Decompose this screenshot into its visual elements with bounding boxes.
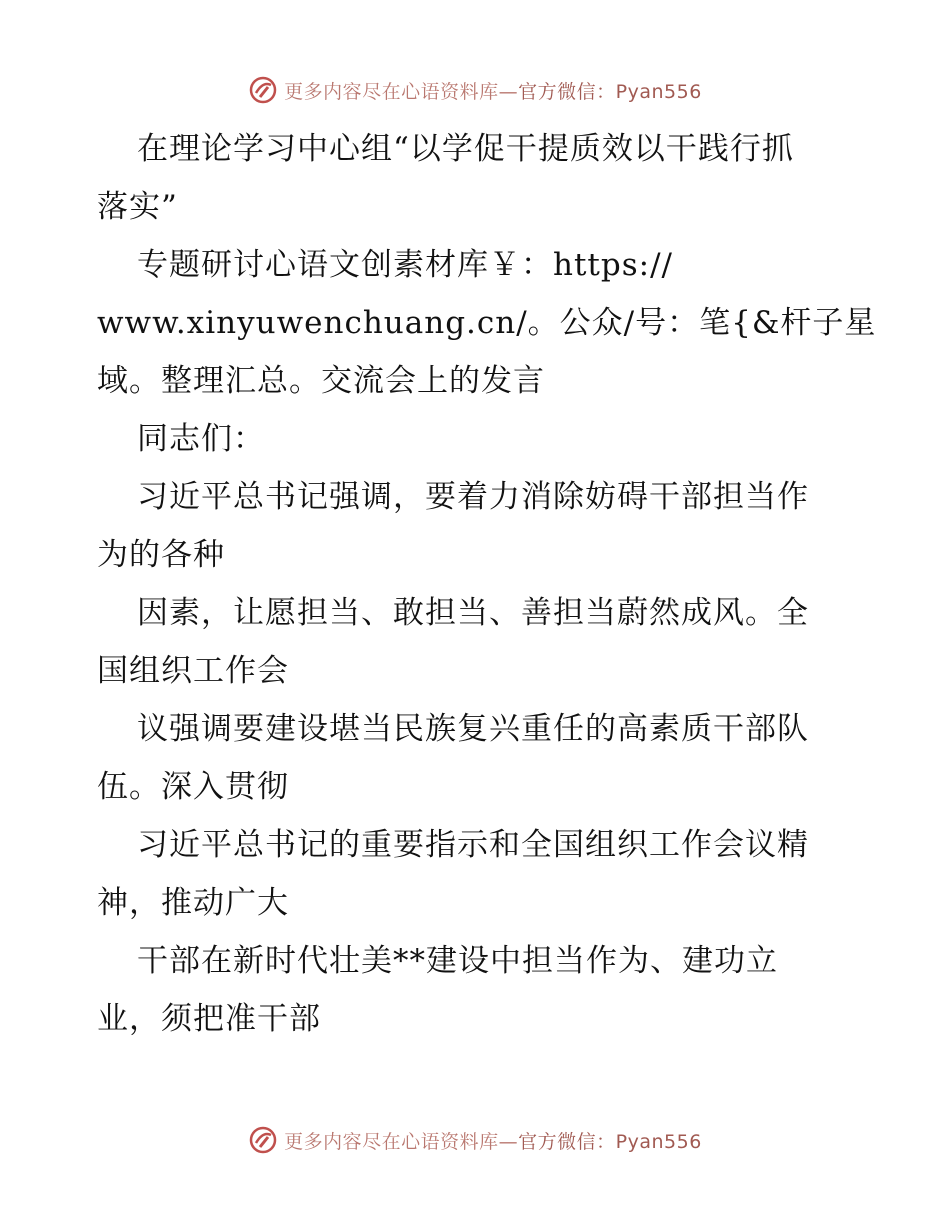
brush-seal-icon: [248, 1125, 278, 1155]
text-line: 为的各种: [97, 537, 225, 573]
brand-text: 更多内容尽在心语资料库—: [284, 80, 519, 103]
brand-text: 更多内容尽在心语资料库—: [284, 1130, 519, 1153]
header-watermark-banner: [0, 73, 950, 107]
text-line: 国组织工作会: [97, 653, 289, 689]
wechat-text: 官方微信：Pyan556: [518, 80, 702, 103]
title-line-1: 在理论学习中心组“以学促干提质效以干践行抓: [137, 131, 794, 167]
text-line: 因素，让愿担当、敢担当、善担当蔚然成风。全: [137, 595, 809, 631]
footer-watermark-text: [284, 1127, 702, 1154]
text-line: 伍。深入贯彻: [97, 769, 289, 805]
text-line: www.xinyuwenchuang.cn/。公众/号：笔{&杆子星: [97, 305, 877, 341]
text-line: 专题研讨心语文创素材库￥：https://: [137, 247, 673, 283]
text-line: 域。整理汇总。交流会上的发言: [97, 363, 545, 399]
salutation: 同志们：: [137, 421, 265, 457]
brush-seal-icon: [248, 75, 278, 105]
title-line-2: 落实”: [97, 189, 178, 225]
text-line: 神，推动广大: [97, 885, 289, 921]
document-body: [97, 120, 877, 1048]
text-line: 议强调要建设堪当民族复兴重任的高素质干部队: [137, 711, 809, 747]
header-watermark-text: [284, 77, 702, 104]
text-line: 干部在新时代壮美**建设中担当作为、建功立: [137, 943, 778, 979]
text-line: 业，须把准干部: [97, 1001, 321, 1037]
text-line: 习近平总书记的重要指示和全国组织工作会议精: [137, 827, 809, 863]
footer-watermark-banner: [0, 1123, 950, 1157]
wechat-text: 官方微信：Pyan556: [518, 1130, 702, 1153]
text-line: 习近平总书记强调，要着力消除妨碍干部担当作: [137, 479, 809, 515]
